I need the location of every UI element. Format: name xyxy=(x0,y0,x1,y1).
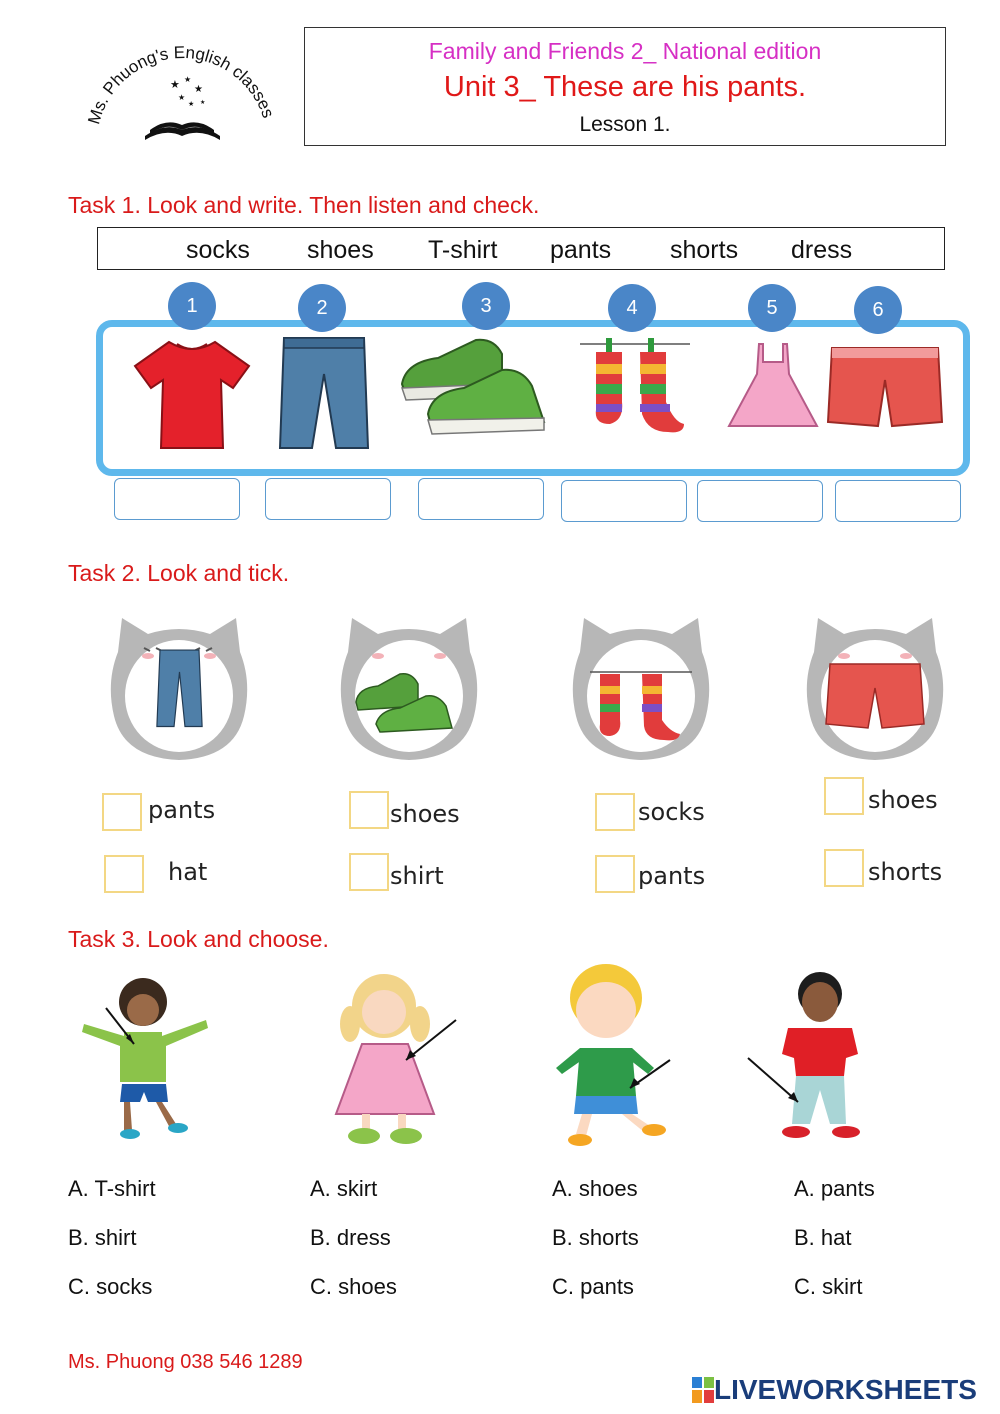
choice-option[interactable]: A. T-shirt xyxy=(68,1176,156,1201)
boy-picture-2 xyxy=(546,958,676,1153)
answer-field-4[interactable] xyxy=(561,480,687,522)
number-badge: 1 xyxy=(168,282,216,330)
cat-frame-picture xyxy=(104,612,254,762)
shorts-picture xyxy=(826,344,944,435)
choice-option[interactable]: A. pants xyxy=(794,1176,875,1201)
option-label: pants xyxy=(638,862,706,890)
choice-option[interactable]: C. pants xyxy=(552,1274,634,1299)
option-label: shoes xyxy=(868,786,938,814)
lesson-title: Lesson 1. xyxy=(579,113,671,136)
unit-title: Unit 3_ These are his pants. xyxy=(443,71,807,103)
svg-text:★: ★ xyxy=(184,75,192,84)
word-bank-item: shoes xyxy=(307,236,374,264)
svg-text:★: ★ xyxy=(188,101,195,108)
number-badge: 5 xyxy=(748,284,796,332)
word-bank-item: pants xyxy=(550,236,612,264)
choice-option[interactable]: C. shoes xyxy=(310,1274,397,1299)
boy-picture-1 xyxy=(80,968,210,1149)
answer-field-5[interactable] xyxy=(697,480,823,522)
boy-picture-3 xyxy=(746,966,878,1153)
logo xyxy=(70,30,290,150)
tick-box[interactable] xyxy=(349,853,389,891)
answer-field-2[interactable] xyxy=(265,478,391,520)
task3-title: Task 3. Look and choose. xyxy=(68,926,329,952)
choice-option[interactable]: B. dress xyxy=(310,1225,391,1250)
liveworksheets-logo-icon xyxy=(692,1377,714,1403)
tick-box[interactable] xyxy=(349,791,389,829)
option-label: shirt xyxy=(390,862,444,890)
word-bank-item: dress xyxy=(791,236,853,264)
number-badge: 6 xyxy=(854,286,902,334)
choice-option[interactable]: B. hat xyxy=(794,1225,852,1250)
answer-field-3[interactable] xyxy=(418,478,544,520)
svg-text:★: ★ xyxy=(194,84,203,95)
word-bank xyxy=(97,227,945,270)
header-box xyxy=(304,27,946,146)
tick-box[interactable] xyxy=(824,777,864,815)
series-title: Family and Friends 2_ National edition xyxy=(428,38,822,64)
choice-option[interactable]: B. shorts xyxy=(552,1225,639,1250)
word-bank-item: shorts xyxy=(670,236,739,264)
cat-frame-picture xyxy=(566,612,716,762)
option-label: socks xyxy=(638,798,705,826)
socks-picture xyxy=(580,338,690,443)
tick-box[interactable] xyxy=(104,855,144,893)
tick-box[interactable] xyxy=(824,849,864,887)
liveworksheets-brand xyxy=(692,1373,977,1407)
task2-title: Task 2. Look and tick. xyxy=(68,560,290,586)
answer-field-1[interactable] xyxy=(114,478,240,520)
option-label: shoes xyxy=(390,800,460,828)
option-label: hat xyxy=(168,858,208,886)
number-badge: 4 xyxy=(608,284,656,332)
choice-option[interactable]: A. shoes xyxy=(552,1176,638,1201)
dress-picture xyxy=(725,340,821,437)
choice-option[interactable]: A. skirt xyxy=(310,1176,378,1201)
choice-option[interactable]: B. shirt xyxy=(68,1225,137,1250)
task1-title: Task 1. Look and write. Then listen and check. xyxy=(68,192,540,218)
tick-box[interactable] xyxy=(102,793,142,831)
tshirt-picture xyxy=(133,336,251,456)
cat-frame-picture xyxy=(800,612,950,762)
choice-option[interactable]: C. socks xyxy=(68,1274,153,1299)
number-badge: 3 xyxy=(462,282,510,330)
svg-text:★: ★ xyxy=(170,79,180,91)
pants-picture xyxy=(278,334,370,457)
choice-option[interactable]: C. skirt xyxy=(794,1274,863,1299)
girl-picture xyxy=(326,964,462,1153)
word-bank-item: T-shirt xyxy=(428,236,498,264)
footer-contact: Ms. Phuong 038 546 1289 xyxy=(68,1351,303,1373)
shoes-picture xyxy=(398,332,548,449)
logo-text: Ms. Phuong's English classes xyxy=(84,42,278,127)
option-label: shorts xyxy=(868,858,943,886)
cat-frame-picture xyxy=(334,612,484,762)
word-bank-item: socks xyxy=(186,236,250,264)
answer-field-6[interactable] xyxy=(835,480,961,522)
number-badge: 2 xyxy=(298,284,346,332)
tick-box[interactable] xyxy=(595,855,635,893)
brand-text: LIVEWORKSHEETS xyxy=(714,1374,977,1405)
svg-text:★: ★ xyxy=(200,100,206,106)
option-label: pants xyxy=(148,796,216,824)
svg-text:★: ★ xyxy=(178,93,186,102)
tick-box[interactable] xyxy=(595,793,635,831)
